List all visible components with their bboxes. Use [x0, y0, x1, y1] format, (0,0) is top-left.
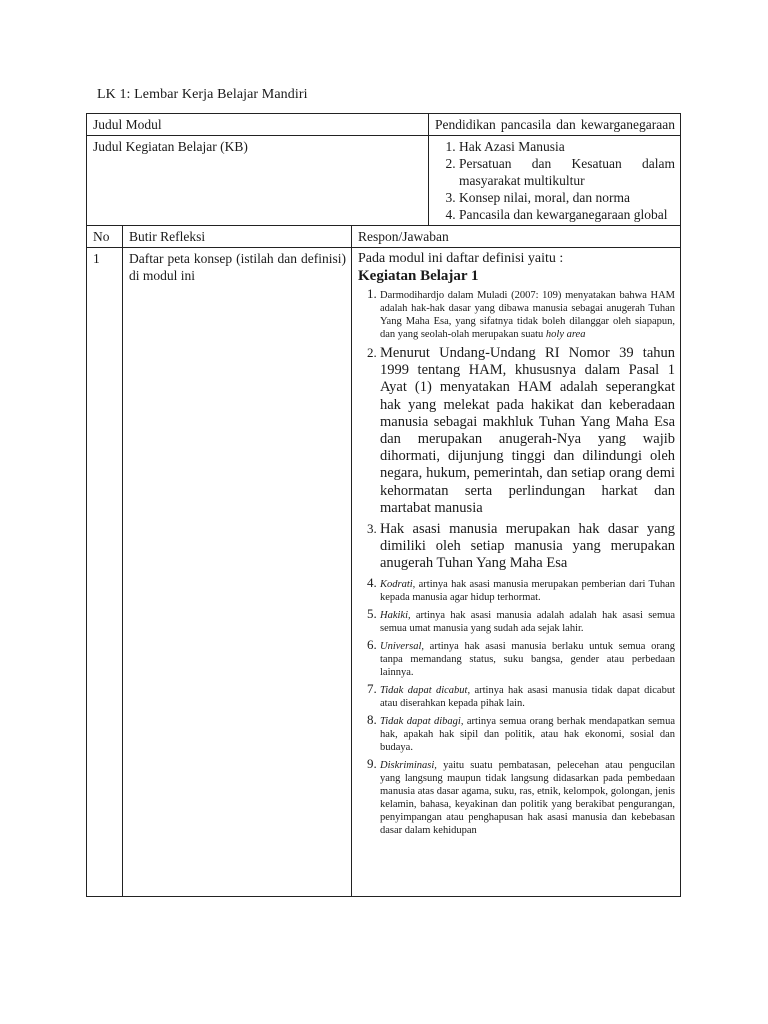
row-1 [87, 248, 681, 897]
header-no: No [87, 226, 123, 248]
definition-item: 9. Diskriminasi, yaitu suatu pembatasan, pelecehan atau pengucilan yang langsung maupun tidak langsung didasarkan pada pembedaan manusia atas dasar agama, suku, ras, etnik, kelompok, golongan, jenis kelamin, bahasa, keyakinan dan politik yang berakibat pengurangan, penyimpangan atau penghapusan hak asasi manusia dan kebebasan dasar dalam kehidupan [380, 757, 675, 837]
definition-item: 1. Darmodihardjo dalam Muladi (2007: 109) menyatakan bahwa HAM adalah hak-hak dasar yang dibawa manusia sebagai anugerah Tuhan Yang Maha Esa, yang sifatnya tidak boleh dilanggar oleh siapapun, dan yang seolah-olah merupakan suatu holy area [380, 287, 675, 341]
judul-kb-list-cell [429, 136, 681, 226]
header-respon: Respon/Jawaban [352, 226, 681, 248]
kb-heading: Kegiatan Belajar 1 [358, 268, 479, 284]
row-no: 1 [87, 248, 123, 897]
definition-item: 4. Kodrati, artinya hak asasi manusia merupakan pemberian dari Tuhan kepada manusia agar hidup terhormat. [380, 576, 675, 604]
definition-item: 8. Tidak dapat dibagi, artinya semua orang berhak mendapatkan semua hak, apakah hak sipil dan politik, atau hak ekonomi, sosial dan budaya. [380, 713, 675, 754]
document-title: LK 1: Lembar Kerja Belajar Mandiri [97, 87, 308, 102]
row-judul-modul [87, 114, 681, 136]
row-respon [352, 248, 681, 897]
kb-item: 2. Persatuan dan Kesatuan dalam masyarakat multikultur [459, 155, 675, 189]
judul-kb-label: Judul Kegiatan Belajar (KB) [87, 136, 429, 226]
worksheet-table [86, 113, 681, 897]
kb-item: 3. Konsep nilai, moral, dan norma [459, 189, 675, 206]
kb-item: 1. Hak Azasi Manusia [459, 138, 675, 155]
definition-list [358, 287, 675, 837]
row-judul-kb [87, 136, 681, 226]
respon-intro: Pada modul ini daftar definisi yaitu : [358, 251, 564, 266]
judul-modul-value: Pendidikan pancasila dan kewarganegaraan [429, 114, 681, 136]
header-row [87, 226, 681, 248]
definition-item: 6. Universal, artinya hak asasi manusia berlaku untuk semua orang tanpa memandang status, suku bangsa, gender atau perbedaan lainnya. [380, 638, 675, 679]
header-butir: Butir Refleksi [123, 226, 352, 248]
row-butir: Daftar peta konsep (istilah dan definisi) di modul ini [123, 248, 352, 897]
kb-item: 4. Pancasila dan kewarganegaraan global [459, 206, 675, 223]
definition-item: 3. Hak asasi manusia merupakan hak dasar yang dimiliki oleh setiap manusia yang merupakan anugerah Tuhan Yang Maha Esa [380, 520, 675, 573]
judul-modul-label: Judul Modul [87, 114, 429, 136]
definition-item: 7. Tidak dapat dicabut, artinya hak asasi manusia tidak dapat dicabut atau diserahkan kepada pihak lain. [380, 682, 675, 710]
definition-item: 2. Menurut Undang-Undang RI Nomor 39 tahun 1999 tentang HAM, khususnya dalam Pasal 1 Ayat (1) menyatakan HAM adalah seperangkat hak yang melekat pada hakikat dan keberadaan manusia sebagai makhluk Tuhan Yang Maha Esa dan merupakan anugerah-Nya yang wajib dihormati, dijunjung tinggi dan dilindungi oleh negara, hukum, pemerintah, dan setiap orang demi kehormatan serta perlindungan harkat dan martabat manusia [380, 344, 675, 517]
kb-list [435, 138, 675, 223]
definition-item: 5. Hakiki, artinya hak asasi manusia adalah adalah hak asasi semua semua umat manusia yang sudah ada sejak lahir. [380, 607, 675, 635]
